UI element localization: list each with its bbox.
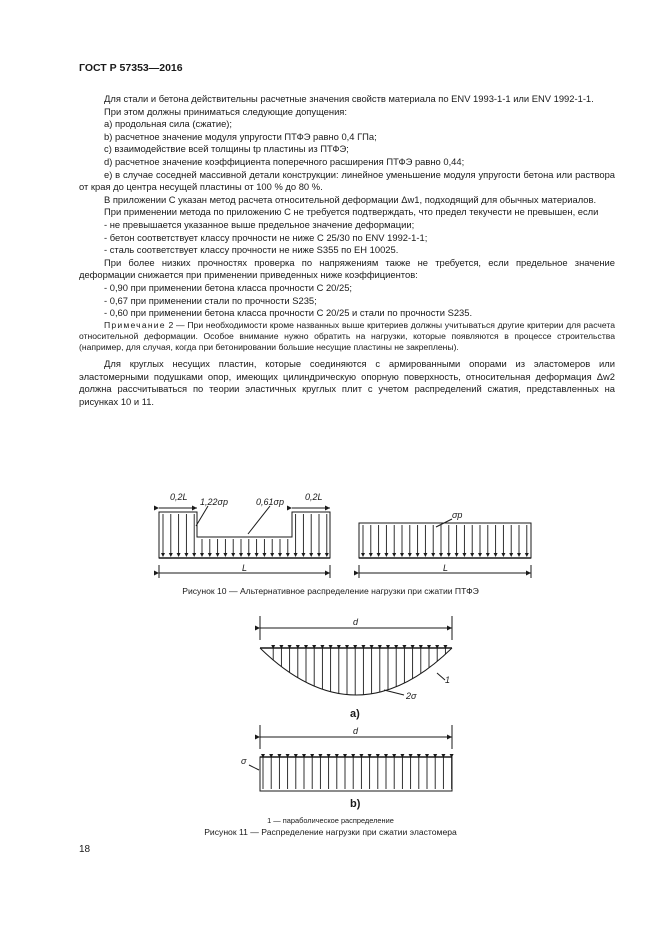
bullet-factor-067: - 0,67 при применении стали по прочности S235; [104,294,317,306]
fig11a-parabolic-load [260,616,452,695]
fig10-right-arrow-head [501,553,505,557]
fig11a-label-callout: 1 [445,675,451,685]
paragraph-annex-c: В приложении С указан метод расчета относительной деформации Δw1, подходящий для обычных материалов. [104,193,597,205]
fig10-left-arrow-head [184,553,188,557]
fig10-right-arrow-head [361,553,365,557]
fig10-right-arrow-head [377,553,381,557]
fig10-label-length-left: L [242,563,248,573]
bullet-steel: - сталь соответствует классу прочности не ниже S355 по ЕН 10025. [104,244,399,256]
fig10-right-arrow-head [431,553,435,557]
bullet-factor-060: - 0,60 при применении бетона класса прочности С 20/25 и стали по прочности S235. [104,307,473,319]
fig10-left-arrow-head [317,553,321,557]
fig10-left-arrow-head [216,553,220,557]
fig10-left-arrow-head [325,553,329,557]
fig10-left-arrow-head [192,553,196,557]
fig10-left-arrow-head [223,553,227,557]
fig10-left-arrow-head [169,553,173,557]
paragraph-yield: При применении метода по приложению С не требуется подтверждать, что предел текучести не превышен, если [104,206,599,218]
fig10-left-arrow-head [309,553,313,557]
fig10-label-edge-left: 0,2L [170,492,188,502]
fig10-right-arrow-head [400,553,404,557]
fig10-right-arrow-head [423,553,427,557]
paragraph-round-plates: Для круглых несущих пластин, которые соединяются с армированными опорами из эластомеров или эластомерными подушками опор, имеющих цилиндрическую опорную поверхность, относительная деформация Δw2 должна рассчитываться по теории эластичных круглых плит с учетом распределений сжатия, представленных на рисунках 10 и 11. [79,358,615,408]
fig10-label-edge-right: 0,2L [305,492,323,502]
fig10-right-arrow-head [392,553,396,557]
fig10-left-arrow-head [278,553,282,557]
fig11a-label-diameter: d [353,617,359,627]
bullet-deformation: - не превышается указанное выше предельное значение деформации; [104,218,415,230]
fig11a-sublabel: a) [350,708,360,720]
fig10-left-arrow-head [177,553,181,557]
paragraph-materials: Для стали и бетона действительны расчетные значения свойств материала по ENV 1993-1-1 или ENV 1992-1-1. [104,93,594,104]
fig10-right-arrow-head [517,553,521,557]
fig10-right-arrow-head [408,553,412,557]
fig10-right-arrow-head [416,553,420,557]
fig10-right-arrow-head [478,553,482,557]
fig10-left-arrow-head [262,553,266,557]
bullet-concrete: - бетон соответствует классу прочности не ниже С 25/30 по ENV 1992-1-1; [104,231,428,243]
fig10-right-arrow-head [494,553,498,557]
figure11-key: 1 — параболическое распределение [267,816,394,825]
paragraph-assumptions: При этом должны приниматься следующие допущения: [104,105,347,117]
document-header: ГОСТ Р 57353—2016 [79,62,183,74]
paragraph-lower-strength: При более низких прочностях проверка по напряжениям также не требуется, если предельное значение деформации снижается при применении приведенных ниже коэффициентов: [79,256,615,281]
fig10-label-low: 0,61σp [256,497,284,507]
list-item-c: с) взаимодействие всей толщины tp пластины из ПТФЭ; [104,143,349,155]
bullet-factor-090: - 0,90 при применении бетона класса прочности С 20/25; [104,281,353,293]
fig11b-label-sigma: σ [241,756,247,766]
figure10-caption: Рисунок 10 — Альтернативное распределение нагрузки при сжатии ПТФЭ [182,586,479,596]
fig10-right-arrow-head [486,553,490,557]
fig10-label-high: 1,22σp [200,497,228,507]
fig10-left-arrow-head [301,553,305,557]
fig10-right-arrow-head [439,553,443,557]
fig10-label-length-right: L [443,563,449,573]
fig10-right-arrow-head [369,553,373,557]
fig10-right-arrow-head [525,553,529,557]
note-text: 2 — При необходимости кроме названных выше критериев должны учитываться другие критерии для расчета относительной деформации. Особое внимание нужно обратить на нагрузки, которые появляются в процессе строительства (например, для случая, когда при бетонировании большие несущие пластины не закреплены). [79,319,615,353]
page-number: 18 [79,844,91,855]
list-item-e: е) в случае соседней массивной детали конструкции: линейное уменьшение модуля упругости бетона или раствора от края до центра несущей пластины от 100 % до 80 %. [79,168,615,193]
fig10-left-arrow-head [286,553,290,557]
fig10-left-arrow-head [247,553,251,557]
load-arrows [161,514,529,789]
fig10-left-arrow-head [255,553,259,557]
list-item-d: d) расчетное значение коэффициента поперечного расширения ПТФЭ равно 0,44; [104,155,465,167]
fig10-left-arrow-head [200,553,204,557]
fig10-right-arrow-head [462,553,466,557]
fig10-left-arrow-head [270,553,274,557]
list-item-a: а) продольная сила (сжатие); [104,118,233,130]
list-item-b: b) расчетное значение модуля упругости ПТФЭ равно 0,4 ГПа; [104,130,377,142]
fig11b-sublabel: b) [350,798,361,810]
fig11a-label-peak: 2σ [406,691,417,701]
fig10-left-arrow-head [231,553,235,557]
fig10-left-arrow-head [161,553,165,557]
fig10-left-arrow-head [294,553,298,557]
figure11-caption: Рисунок 11 — Распределение нагрузки при сжатии эластомера [204,827,457,837]
fig10-right-arrow-head [447,553,451,557]
fig10-left-arrow-head [239,553,243,557]
fig10-right-arrow-head [384,553,388,557]
fig10-right-arrow-head [470,553,474,557]
fig11b-label-diameter: d [353,726,359,736]
fig10-label-sigma: σp [452,510,463,520]
fig10-right-arrow-head [509,553,513,557]
fig10-left-arrow-head [208,553,212,557]
note-label: Примечание [104,319,166,330]
fig10-right-arrow-head [455,553,459,557]
